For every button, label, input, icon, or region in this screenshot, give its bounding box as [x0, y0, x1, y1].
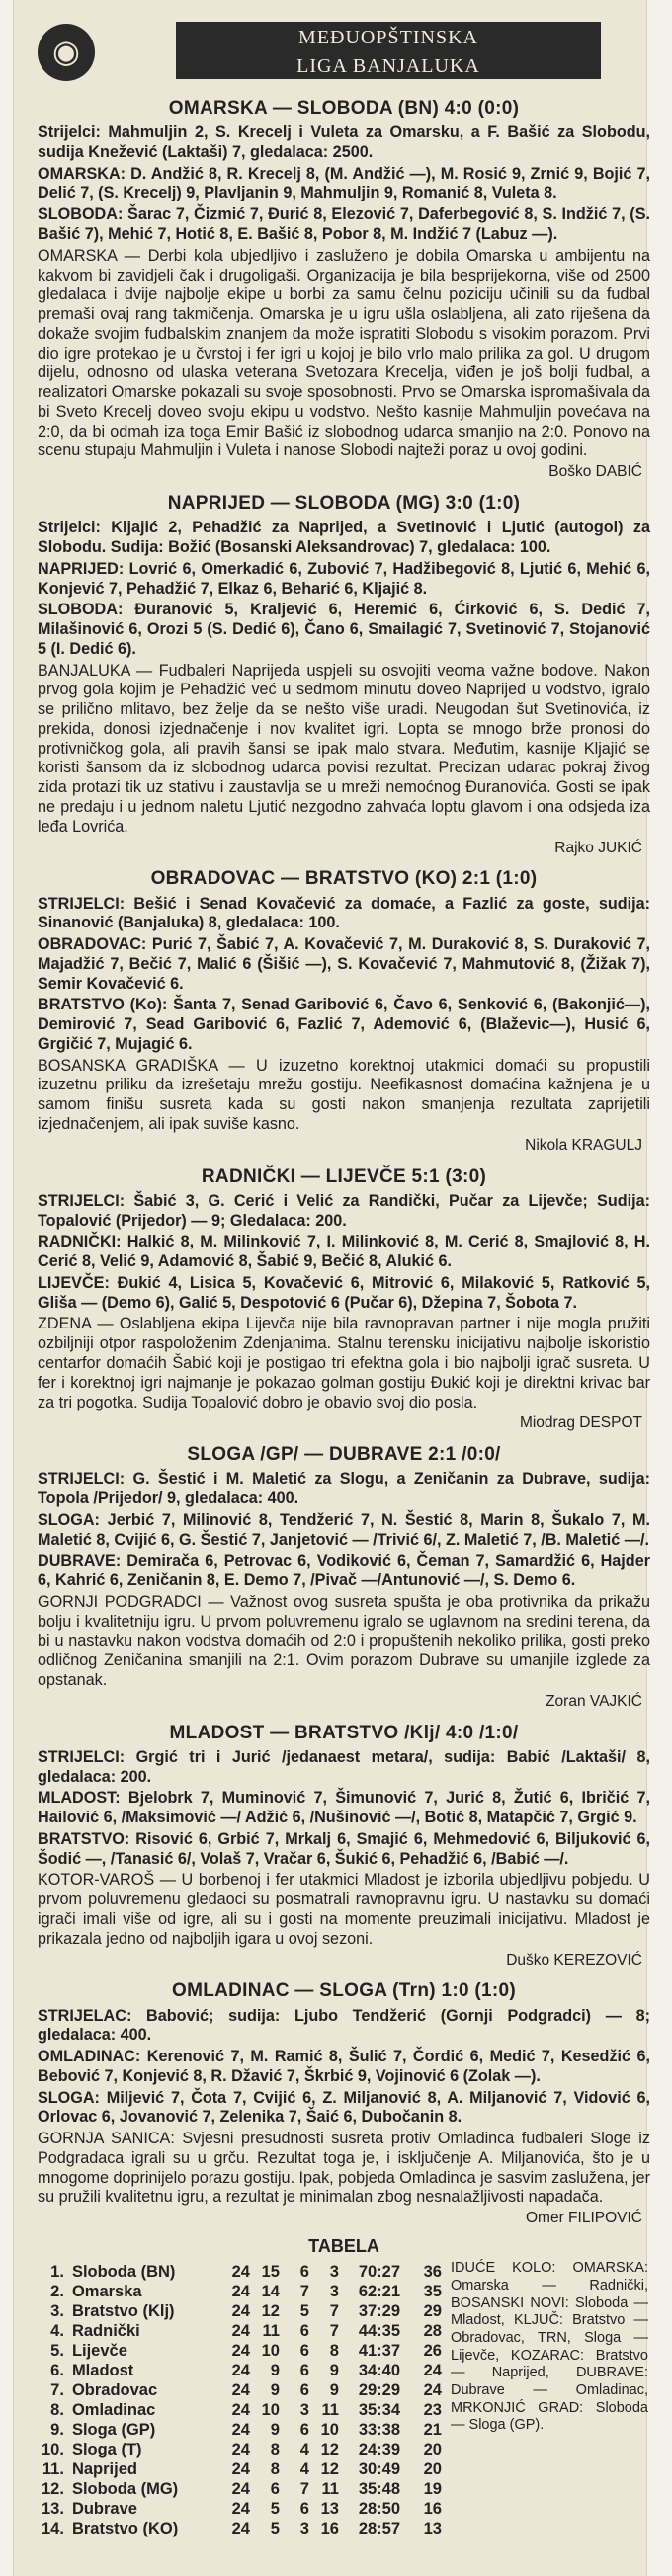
standings-cell-pos: 6. — [50, 2362, 64, 2380]
standings-cell-score: 33:38 — [358, 2421, 401, 2440]
standings-cell-w: 8 — [270, 2460, 280, 2479]
table-row — [38, 2499, 446, 2519]
table-row — [38, 2301, 446, 2321]
match-report-text: GORNJA SANICA: Svjesni presudnosti susreta protiv Omladinca fudbaleri Sloge iz Podgradaca igrali su u grču. Rezultat toga je, i isključenje A. Miljanovića, što je u mnogome doprinijelo porazu gostiju. Ipak, pobjeda Omladinca je sasvim zaslužena, jer su pružili kvalitetnu igru, a rezultat je minimalan zbog nesnalažljivosti napadača. — [38, 2130, 650, 2207]
standings-cell-pos: 4. — [50, 2322, 64, 2341]
standings-cell-score: 37:29 — [358, 2302, 401, 2321]
standings-cell-team: Dubrave — [71, 2500, 137, 2519]
home-lineup: NAPRIJED: Lovrić 6, Omerkadić 6, Zubović 7, Hadžibegović 8, Ljutić 6, Mehić 6, Konjević 7, Pehadžić 7, Elkaz 6, Beharić 6, Kljajić 8. — [38, 559, 650, 598]
standings-cell-l: 3 — [329, 2283, 339, 2301]
match-report-3 — [38, 867, 650, 1155]
standings-cell-pos: 10. — [42, 2441, 64, 2459]
standings-cell-pos: 13. — [42, 2500, 64, 2519]
standings-cell-l: 3 — [329, 2263, 339, 2282]
table-row — [38, 2282, 446, 2301]
table-row — [38, 2519, 446, 2538]
standings-cell-l: 13 — [320, 2500, 339, 2519]
standings-cell-team: Sloga (GP) — [71, 2421, 156, 2440]
newspaper-logo-icon: ◉ — [38, 24, 95, 81]
standings-cell-w: 9 — [270, 2362, 280, 2380]
standings-cell-p: 24 — [231, 2302, 250, 2321]
table-row — [38, 2420, 446, 2440]
match-report-2 — [38, 492, 650, 857]
reporter-signature: Boško DABIĆ — [548, 463, 642, 481]
standings-cell-pts: 20 — [423, 2441, 442, 2459]
standings-cell-pts: 13 — [423, 2520, 442, 2538]
standings-cell-score: 24:39 — [358, 2441, 401, 2459]
standings-cell-pts: 20 — [423, 2460, 442, 2479]
standings-cell-w: 11 — [262, 2322, 280, 2341]
standings-cell-w: 9 — [270, 2381, 280, 2400]
standings-cell-pts: 35 — [423, 2283, 442, 2301]
standings-cell-pos: 7. — [50, 2381, 64, 2400]
standings-cell-team: Bratstvo (Klj) — [71, 2302, 175, 2321]
standings-cell-pos: 3. — [50, 2302, 64, 2321]
standings-cell-score: 70:27 — [358, 2263, 401, 2282]
standings-cell-l: 8 — [329, 2342, 339, 2361]
away-lineup: DUBRAVE: Demirača 6, Petrovac 6, Vodiković 6, Čeman 7, Samardžić 6, Hajder 6, Kahrić 6, Zeničanin 8, E. Demo 7, /Pivač —/Antunović —/, S. Demo 6. — [38, 1552, 650, 1590]
standings-cell-team: Sloga (T) — [71, 2441, 142, 2459]
standings-cell-d: 4 — [299, 2460, 309, 2479]
match-report-text: GORNJI PODGRADCI — Važnost ovog susreta spušta je oba protivnika da prikažu bolju i kvalitetniju igru. U prvom poluvremenu igralo se uglavnom na sredini terena, da bi u nastavku nakon vodstva domaćih od 2:0 i propuštenih nekoliko prilika, gosti preko odličnog Zeničanina smanjili na 2:1. Ovim porazom Dubrave su umanjile izglede za opstanak. — [38, 1592, 650, 1690]
match-report-4 — [38, 1166, 650, 1434]
table-row — [38, 2262, 446, 2282]
league-header — [38, 22, 650, 83]
standings-cell-d: 7 — [299, 2480, 309, 2499]
standings-cell-pos: 12. — [42, 2480, 64, 2499]
standings-cell-score: 34:40 — [358, 2362, 401, 2380]
standings-cell-team: Omarska — [71, 2283, 142, 2301]
standings-cell-pos: 9. — [50, 2421, 64, 2440]
home-lineup: RADNIČKI: Halkić 8, M. Milinković 7, I. Milinković 8, M. Cerić 8, Smajlović 8, H. Cerić 8, Velić 9, Adamović 8, Šabić 9, Bečić 8, Alukić 6. — [38, 1233, 650, 1271]
standings-cell-l: 9 — [329, 2381, 339, 2400]
standings-cell-l: 9 — [329, 2362, 339, 2380]
standings-cell-w: 10 — [261, 2342, 280, 2361]
standings-table — [38, 2262, 446, 2538]
match-title: OMARSKA — SLOBODA (BN) 4:0 (0:0) — [168, 98, 520, 119]
match-scorers: STRIJELCI: Bešić i Senad Kovačević za domaće, a Fazlić za goste, sudija: Sinanović (Banjaluka) 8, gledalaca: 100. — [38, 894, 650, 932]
standings-cell-l: 12 — [320, 2441, 339, 2459]
match-scorers: Strijelci: Kljajić 2, Pehadžić za Naprijed, a Svetinović i Ljutić (autogol) za Slobodu. Sudija: Božić (Bosanski Aleksandrovac) 7, gledalaca: 100. — [38, 519, 650, 557]
table-row — [38, 2479, 446, 2499]
match-title: SLOGA /GP/ — DUBRAVE 2:1 /0:0/ — [187, 1444, 501, 1466]
match-scorers: STRIJELAC: Babović; sudija: Ljubo Tendžerić (Gornji Podgradci) — 8; gledalaca: 400. — [38, 2006, 650, 2045]
match-scorers: STRIJELCI: G. Šestić i M. Maletić za Slogu, a Zeničanin za Dubrave, sudija: Topola /Prijedor/ 9, gledalaca: 400. — [38, 1470, 650, 1508]
standings-cell-score: 28:57 — [358, 2520, 401, 2538]
standings-cell-team: Omladinac — [71, 2401, 156, 2420]
article-column — [38, 22, 650, 2538]
standings-cell-p: 24 — [231, 2322, 250, 2341]
standings-cell-p: 24 — [231, 2342, 250, 2361]
standings-cell-l: 7 — [329, 2302, 339, 2321]
standings-cell-d: 4 — [299, 2441, 309, 2459]
match-report-text: ZDENA — Oslabljena ekipa Lijevča nije bila ravnopravan partner i nije mogla pružiti ozbiljniji otpor raspoloženim Zdenjanima. Stalnu terensku inicijativu najbolje iskoristio centarfor domaćih Šabić koji je postigao tri efektna gola i bio najbolji igrač susreta. U fer i korektnoj igri najmanje je pokazao golman gostiju Đukić koji je direktni krivac bar za tri pogotka. Sudija Topalović dobro je obavio svoj dio posla. — [38, 1315, 650, 1411]
standings-cell-p: 24 — [231, 2421, 250, 2440]
reporter-signature: Duško KEREZOVIĆ — [506, 1951, 642, 1969]
standings-cell-p: 24 — [231, 2263, 250, 2282]
standings-cell-score: 28:50 — [358, 2500, 401, 2519]
standings-cell-team: Radnički — [71, 2322, 140, 2341]
standings-cell-score: 44:35 — [358, 2322, 401, 2341]
standings-cell-d: 3 — [299, 2520, 309, 2538]
home-lineup: OBRADOVAC: Purić 7, Šabić 7, A. Kovačević 7, M. Duraković 8, S. Duraković 7, Majadžić 7, Bečić 7, Malić 6 (Šišić —), S. Kovačević 7, Mahmutović 8, (Žižak 7), Semir Kovačević 6. — [38, 935, 650, 993]
standings-cell-pts: 16 — [423, 2500, 442, 2519]
standings-cell-pts: 28 — [423, 2322, 442, 2341]
standings-cell-l: 11 — [321, 2401, 339, 2420]
standings-cell-d: 3 — [299, 2401, 309, 2420]
standings-cell-l: 7 — [329, 2322, 339, 2341]
standings-cell-d: 6 — [299, 2342, 309, 2361]
standings-cell-score: 35:48 — [358, 2480, 401, 2499]
standings-cell-pts: 36 — [423, 2263, 442, 2282]
standings-cell-pts: 24 — [423, 2362, 442, 2380]
match-report-text: BANJALUKA — Fudbaleri Naprijeda uspjeli su osvojiti veoma važne bodove. Nakon prvog gola kojim je Pehadžić već u sedmom minutu doveo Naprijed u vodstvo, igralo se prilično mlitavo, bez želje da se nešto više uradi. Neugodan šut Svetinovića, iz prekida, donosi izjednačenje i nov kvalitet igri. Lopta se mnogo brže pronosi do protivničkog gola, ali pravih šansi se ipak malo stvara. Međutim, kasnije Kljajić se koristi šansom da iz slobodnog udarca povisi rezultat. Precizan udarac pokraj živog zida protazi tik uz stativu i zaustavlja se u mreži nemoćnog Đuranovića. Gosti se ipak ne predaju i u jednom naletu Ljutić nezgodno zahvaća loptu glavom i ona odsjeda iza leđa Lovrića. — [38, 661, 650, 836]
match-report-7 — [38, 1979, 650, 2228]
away-lineup: SLOBODA: Šarac 7, Čizmić 7, Đurić 8, Elezović 7, Daferbegović 8, S. Indžić 7, (S. Bašić 7), Mehić 7, Hotić 8, E. Bašić 8, Pobor 8, M. Indžić 7 (Labuz —). — [38, 205, 650, 243]
newspaper-clipping — [14, 0, 650, 2576]
table-row — [38, 2321, 446, 2341]
standings-cell-p: 24 — [231, 2401, 250, 2420]
away-lineup: SLOBODA: Đuranović 5, Kraljević 6, Heremić 6, Ćirković 6, S. Dedić 7, Milašinović 6, Orozi 5 (S. Dedić 6), Čano 6, Smailagić 7, Svetinović 7, Stojanović 5 (I. Dedić 6). — [38, 601, 650, 658]
standings-cell-pts: 24 — [423, 2381, 442, 2400]
standings-cell-p: 24 — [231, 2362, 250, 2380]
table-row — [38, 2380, 446, 2400]
standings-cell-d: 6 — [299, 2322, 309, 2341]
standings-cell-l: 10 — [320, 2421, 339, 2440]
match-scorers: Strijelci: Mahmuljin 2, S. Krecelj i Vuleta za Omarsku, a F. Bašić za Slobodu, sudija Knežević (Laktaši) 7, gledalaca: 2500. — [38, 123, 650, 161]
standings-cell-d: 6 — [299, 2263, 309, 2282]
standings-cell-w: 15 — [261, 2263, 280, 2282]
standings-cell-score: 29:29 — [358, 2381, 401, 2400]
standings-cell-score: 41:37 — [358, 2342, 401, 2361]
standings-cell-pos: 11. — [42, 2460, 64, 2479]
match-scorers: STRIJELCI: Šabić 3, G. Cerić i Velić za Randički, Pučar za Lijevče; Sudija: Topalović (Prijedor) — 9; Gledalaca: 200. — [38, 1191, 650, 1230]
next-round-fixtures: IDUĆE KOLO: OMARSKA: Omarska — Radnički, BOSANSKI NOVI: Sloboda — Mladost, KLJUČ: Bratstvo — Obradovac, TRN, Sloga — Lijevče, KOZARAC: Bratstvo — Naprijed, DUBRAVE: Dubrave — Omladinac, MRKONJIĆ GRAD: Sloboda — Sloga (GP). — [451, 2260, 648, 2434]
standings-cell-p: 24 — [231, 2500, 250, 2519]
home-lineup: OMLADINAC: Kerenović 7, M. Ramić 8, Šulić 7, Čordić 6, Medić 7, Kesedžić 6, Bebović 7, Konjević 8, R. Džavić 7, Škrbić 9, Vojinović 6 (Zolak —). — [38, 2048, 650, 2085]
standings-cell-team: Obradovac — [71, 2381, 158, 2400]
standings-cell-d: 6 — [299, 2362, 309, 2380]
standings-cell-pos: 5. — [50, 2342, 64, 2361]
standings-cell-team: Mladost — [71, 2362, 134, 2380]
standings-cell-p: 24 — [231, 2480, 250, 2499]
standings-cell-team: Sloboda (MG) — [71, 2480, 179, 2499]
match-title: RADNIČKI — LIJEVČE 5:1 (3:0) — [201, 1166, 487, 1187]
standings-cell-l: 12 — [320, 2460, 339, 2479]
standings-title: TABELA — [308, 2236, 379, 2257]
reporter-signature: Miodrag DESPOT — [519, 1414, 642, 1432]
table-row — [38, 2400, 446, 2420]
standings-cell-pos: 2. — [50, 2283, 64, 2301]
match-scorers: STRIJELCI: Grgić tri i Jurić /jedanaest metara/, sudija: Babić /Laktaši/ 8, gledalaca: 200. — [38, 1747, 650, 1786]
standings-cell-w: 5 — [270, 2520, 280, 2538]
standings-cell-p: 24 — [231, 2381, 250, 2400]
standings-cell-d: 6 — [299, 2421, 309, 2440]
standings-cell-p: 24 — [231, 2460, 250, 2479]
league-title-line2: LIGA BANJALUKA — [296, 55, 480, 77]
table-row — [38, 2361, 446, 2380]
standings-cell-p: 24 — [231, 2283, 250, 2301]
standings-cell-score: 35:34 — [358, 2401, 401, 2420]
standings-cell-pts: 26 — [423, 2342, 442, 2361]
away-lineup: BRATSTVO (Ko): Šanta 7, Senad Garibović 6, Čavo 6, Senković 6, (Bakonjić—), Demirović 7, Sead Garibović 6, Fazlić 7, Ademović 6, (Blaževic—), Husić 6, Grgičić 7, Mujagić 6. — [38, 996, 650, 1053]
standings-cell-pts: 29 — [423, 2302, 442, 2321]
away-lineup: LIJEVČE: Đukić 4, Lisica 5, Kovačević 6, Mitrović 6, Milaković 5, Ratković 5, Gliša — (Demo 6), Galić 5, Despotović 6 (Pučar 6), Džepina 7, Šobota 7. — [38, 1273, 650, 1312]
standings-cell-team: Bratstvo (KO) — [71, 2520, 179, 2538]
match-title: MLADOST — BRATSTVO /Klj/ 4:0 /1:0/ — [169, 1722, 519, 1743]
standings-cell-w: 8 — [270, 2441, 280, 2459]
standings-cell-score: 30:49 — [358, 2460, 401, 2479]
standings-cell-team: Lijevče — [71, 2342, 127, 2361]
match-title: NAPRIJED — SLOBODA (MG) 3:0 (1:0) — [167, 493, 521, 515]
match-title: OMLADINAC — SLOGA (Trn) 1:0 (1:0) — [171, 1980, 517, 2002]
standings-section — [38, 2236, 650, 2538]
match-report-6 — [38, 1722, 650, 1971]
standings-cell-d: 6 — [299, 2381, 309, 2400]
standings-cell-d: 6 — [299, 2500, 309, 2519]
standings-cell-team: Naprijed — [71, 2460, 137, 2479]
standings-cell-pts: 23 — [423, 2401, 442, 2420]
match-title: OBRADOVAC — BRATSTVO (KO) 2:1 (1:0) — [150, 868, 538, 890]
match-report-1 — [38, 97, 650, 482]
standings-cell-l: 11 — [321, 2480, 339, 2499]
standings-cell-d: 7 — [299, 2283, 309, 2301]
standings-cell-score: 62:21 — [358, 2283, 401, 2301]
standings-cell-pos: 14. — [42, 2520, 64, 2538]
standings-cell-w: 10 — [261, 2401, 280, 2420]
standings-cell-d: 5 — [299, 2302, 309, 2321]
standings-cell-w: 6 — [270, 2480, 280, 2499]
home-lineup: MLADOST: Bjelobrk 7, Muminović 7, Šimunović 7, Jurić 8, Žutić 6, Ibričić 7, Hailović 6, /Maksimović —/ Adžić 6, /Nušinović —/, Botić 8, Matapčić 7, Grgić 9. — [38, 1789, 650, 1827]
standings-cell-pos: 1. — [50, 2263, 64, 2282]
table-row — [38, 2341, 446, 2361]
match-report-text: BOSANSKA GRADIŠKA — U izuzetno korektnoj utakmici domaći su propustili izuzetnu priliku da izrešetaju mrežu gostiju. Neefikasnost domaćina kažnjena je u samom finišu susreta kada su gosti nakon smanjenja rezultata zaprijetili izjednačenjem, ali ipak suviše kasno. — [38, 1056, 650, 1134]
home-lineup: OMARSKA: D. Andžić 8, R. Krecelj 8, (M. Andžić —), M. Rosić 9, Zrnić 9, Bojić 7, Delić 7, (S. Krecelj) 9, Plavljanin 9, Mahmuljin 9, Romanić 8, Vuleta 8. — [38, 164, 650, 202]
league-title-line1: MEĐUOPŠTINSKA — [298, 27, 478, 48]
table-row — [38, 2440, 446, 2459]
standings-cell-l: 16 — [320, 2520, 339, 2538]
standings-cell-pos: 8. — [50, 2401, 64, 2420]
away-lineup: SLOGA: Miljević 7, Čota 7, Cvijić 6, Z. Miljanović 8, A. Miljanović 7, Vidović 6, Orlovac 6, Jovanović 7, Zelenika 7, Šaić 6, Dubočanin 8. — [38, 2088, 650, 2127]
league-title-box — [176, 22, 601, 79]
standings-cell-w: 14 — [261, 2283, 280, 2301]
match-report-text: KOTOR-VAROŠ — U borbenoj i fer utakmici Mladost je izborila ubjedljivu pobjedu. U prvom poluvremenu gledaoci su posmatrali ravnopravnu igru. U nastavku su domaći igrači imali više od igre, ali su i gosti na momente preuzimali inicijativu. Mladost je prikazala jedno od najboljih igara u ovoj sezoni. — [38, 1871, 650, 1948]
standings-cell-w: 9 — [270, 2421, 280, 2440]
standings-cell-p: 24 — [231, 2441, 250, 2459]
standings-cell-pts: 21 — [423, 2421, 442, 2440]
standings-cell-p: 24 — [231, 2520, 250, 2538]
table-row — [38, 2459, 446, 2479]
match-report-5 — [38, 1443, 650, 1712]
standings-cell-w: 5 — [270, 2500, 280, 2519]
match-report-text: OMARSKA — Derbi kola ubjedljivo i zasluženo je dobila Omarska u ambijentu na kakvom bi zavidjeli čak i drugoligaši. Organizacija je bila besprijekorna, više od 2500 gledalaca i dvije najbolje ekipe u borbi za samu čelnu poziciju učinili su da fudbal premaši ovaj rang takmičenja. Omarska je u igru ušla oslabljena, ali zato riješena da dokaže svojim fudbalskim znanjem da može ispratiti Slobodu s visokim porazom. Prvi dio igre protekao je u čvrstoj i fer igri u kojoj je bilo vrlo malo prilika za gol. U drugom dijelu, odnosno od ulaska veterana Svetozara Krecelja, viđen je još bolji fudbal, a realizatori Omarske pokazali su svoje sposobnosti. Prvo se Omarska ispromašivala da bi Sveto Krecelj doveo svoju ekipu u vodstvo. Nešto kasnije Mahmuljin povećava na 2:0, da bi odmah iza toga Emir Bašić iz slobodnog udarca smanjio na 2:0. Ponovo na scenu stupaju Mahmuljin i Vuleta i nanose Slobodi najteži poraz u ovoj godini. — [38, 246, 650, 460]
home-lineup: SLOGA: Jerbić 7, Milinović 8, Tendžerić 7, N. Šestić 8, Marin 8, Šukalo 7, M. Maletić 8, Cvijić 6, G. Šestić 7, Janjetović — /Trivić 6/, Z. Maletić 7, /B. Maletić —/. — [38, 1510, 650, 1549]
standings-cell-team: Sloboda (BN) — [71, 2263, 176, 2282]
standings-cell-w: 12 — [261, 2302, 280, 2321]
reporter-signature: Zoran VAJKIĆ — [546, 1692, 642, 1710]
reporter-signature: Omer FILIPOVIĆ — [526, 2210, 642, 2227]
away-lineup: BRATSTVO: Risović 6, Grbić 7, Mrkalj 6, Smajić 6, Mehmedović 6, Biljuković 6, Šodić —, /Tanasić 6/, Volaš 7, Vračar 6, Šukić 6, Pehadžić 6, /Babić —/. — [38, 1829, 650, 1868]
standings-cell-pts: 19 — [423, 2480, 442, 2499]
reporter-signature: Rajko JUKIĆ — [554, 839, 642, 856]
reporter-signature: Nikola KRAGULJ — [525, 1136, 642, 1154]
